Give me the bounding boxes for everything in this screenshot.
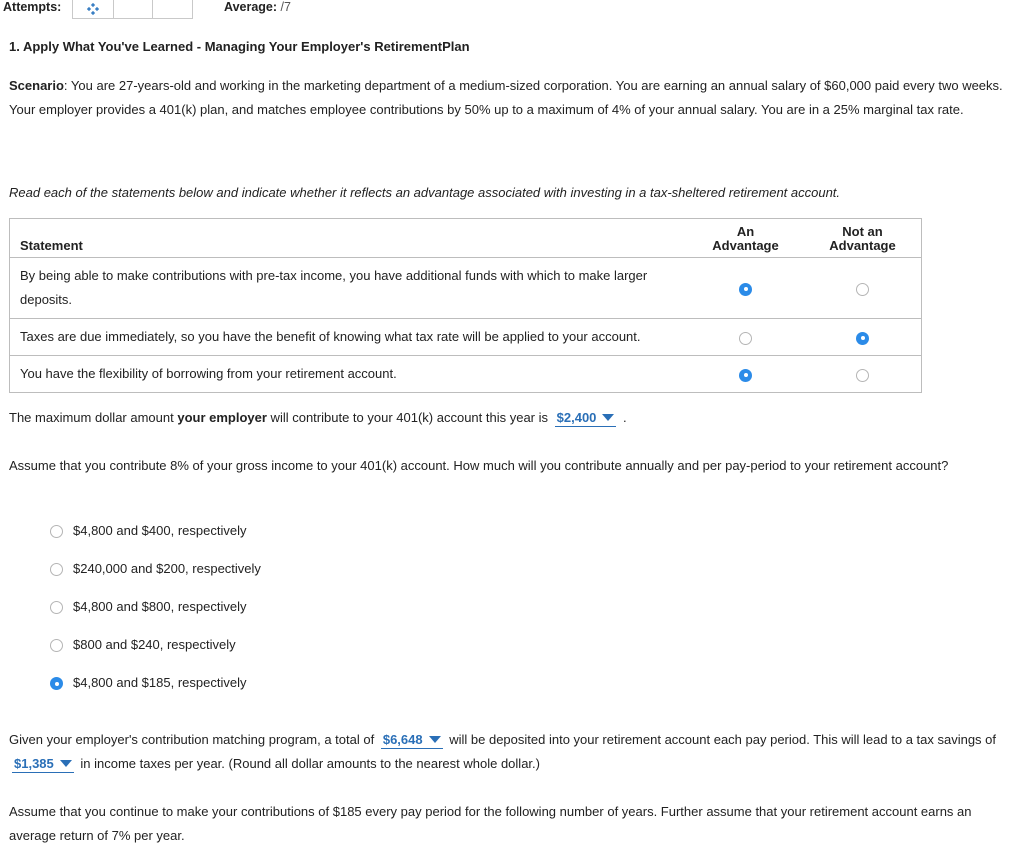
average-score (224, 0, 291, 14)
table-row (10, 319, 922, 356)
option-label: $4,800 and $185, respectively (73, 675, 247, 690)
attempt-slot-1 (72, 0, 114, 19)
attempts-label: Attempts: (3, 0, 62, 14)
matching-paragraph (9, 728, 1009, 776)
question-title: 1. Apply What You've Learned - Managing Your Employer's RetirementPlan (9, 39, 470, 54)
matching-text-1: Given your employer's contribution matching program, a total of (9, 732, 375, 747)
average-label: Average: (224, 0, 278, 14)
option-label: $240,000 and $200, respectively (73, 561, 261, 576)
chevron-down-icon (602, 414, 614, 421)
radio-advantage-row-2[interactable] (739, 332, 752, 345)
scenario-text: : You are 27-years-old and working in the marketing department of a medium-sized corporation. You are earning an annual salary of $60,000 paid every two weeks. Your employer provides a 401(k) plan, and matches employee contributions by 50% up to a maximum of 4% of your annual salary. You are in a 25% marginal tax rate. (9, 78, 1003, 117)
employer-text-before: The maximum dollar amount (9, 410, 178, 425)
matching-text-3: in income taxes per year. (Round all dollar amounts to the nearest whole dollar.) (80, 756, 540, 771)
continue-paragraph: Assume that you continue to make your contributions of $185 every pay period for the following number of years. Further assume that your retirement account earns an average return of 7% per year. (9, 804, 972, 843)
instruction-text: Read each of the statements below and indicate whether it reflects an advantage associated with investing in a tax-sheltered retirement account. (9, 185, 841, 200)
pay-period-total-value: $6,648 (382, 732, 423, 747)
employer-max-dropdown[interactable] (555, 410, 617, 427)
matching-text-2: will be deposited into your retirement account each pay period. This will lead to a tax savings of (449, 732, 997, 747)
table-row (10, 356, 922, 393)
tax-savings-dropdown[interactable] (12, 756, 74, 773)
radio-advantage-row-3[interactable] (739, 369, 752, 382)
radio-advantage-row-1[interactable] (739, 283, 752, 296)
employer-max-dropdown-value: $2,400 (556, 410, 597, 425)
statement-text: By being able to make contributions with pre-tax income, you have additional funds with which to make larger deposits. (10, 258, 688, 319)
table-row (10, 258, 922, 319)
option-radio-3[interactable] (50, 601, 63, 614)
statement-text: Taxes are due immediately, so you have the benefit of knowing what tax rate will be applied to your account. (10, 319, 688, 356)
radio-not-advantage-row-1[interactable] (856, 283, 869, 296)
chevron-down-icon (60, 760, 72, 767)
attempt-diamond-icon (87, 3, 99, 15)
option-radio-4[interactable] (50, 639, 63, 652)
col-header-not-advantage: Not an Advantage (804, 219, 922, 258)
option-radio-2[interactable] (50, 563, 63, 576)
employer-contribution-sentence (9, 406, 1009, 430)
tax-savings-value: $1,385 (14, 756, 54, 771)
option-label: $800 and $240, respectively (73, 637, 236, 652)
attempt-slot-3 (153, 0, 193, 19)
employer-text-bold: your employer (177, 410, 267, 425)
option-label: $4,800 and $400, respectively (73, 523, 247, 538)
radio-not-advantage-row-2[interactable] (856, 332, 869, 345)
contribution-question: Assume that you contribute 8% of your gross income to your 401(k) account. How much will you contribute annually and per pay-period to your retirement account? (9, 458, 949, 473)
employer-text-end: . (623, 410, 627, 425)
option-radio-1[interactable] (50, 525, 63, 538)
employer-text-after: will contribute to your 401(k) account this year is (266, 410, 549, 425)
col-header-advantage: An Advantage (687, 219, 804, 258)
attempts-bar (0, 0, 1024, 20)
option-label: $4,800 and $800, respectively (73, 599, 247, 614)
pay-period-total-dropdown[interactable] (381, 732, 443, 749)
average-value: /7 (280, 0, 291, 14)
scenario-label: Scenario (9, 78, 64, 93)
statement-table (9, 218, 922, 393)
scenario-paragraph (9, 74, 1009, 122)
radio-not-advantage-row-3[interactable] (856, 369, 869, 382)
statement-text: You have the flexibility of borrowing from your retirement account. (10, 356, 688, 393)
attempt-slot-2 (113, 0, 153, 19)
chevron-down-icon (429, 736, 441, 743)
option-radio-5[interactable] (50, 677, 63, 690)
col-header-statement: Statement (10, 219, 688, 258)
